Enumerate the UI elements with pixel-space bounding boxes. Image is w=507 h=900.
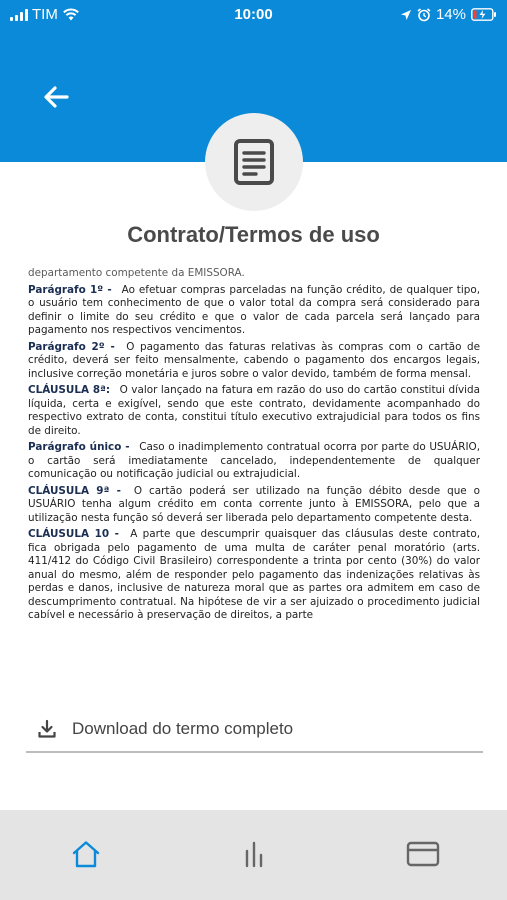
battery-charging-icon xyxy=(471,8,497,21)
home-icon xyxy=(71,840,101,868)
terms-heading: Parágrafo 2º - xyxy=(28,340,115,353)
terms-heading: Parágrafo 1º - xyxy=(28,283,112,296)
terms-body: O cartão poderá ser utilizado na função débito desde que o USUÁRIO tenha algum crédito em conta corrente junto à EMISSORA, pelo que a utilização nesta função só deverá ser liberada pelo departamento competente desta. xyxy=(28,484,480,524)
status-time: 10:00 xyxy=(234,6,273,23)
terms-heading: CLÁUSULA 9ª - xyxy=(28,484,121,497)
carrier-label: TIM xyxy=(32,6,58,23)
download-label: Download do termo completo xyxy=(72,719,294,738)
terms-paragraph xyxy=(28,441,480,482)
terms-text-area[interactable] xyxy=(28,267,481,677)
terms-partial-line: departamento competente da EMISSORA. xyxy=(28,267,245,279)
terms-paragraph xyxy=(28,528,480,623)
document-icon xyxy=(233,138,275,186)
terms-paragraph xyxy=(28,284,480,338)
credit-card-icon xyxy=(406,841,440,867)
battery-percent: 14% xyxy=(435,6,466,23)
tab-statistics[interactable] xyxy=(229,834,279,874)
terms-body: Ao efetuar compras parceladas na função crédito, de qualquer tipo, o usuário tem conhecimento de que o valor total da compra será considerado para definir o limite do seu crédito e que o valor de cada parcela será lançado para pagamento nos respectivos vencimentos. xyxy=(28,283,481,336)
terms-heading: CLÁUSULA 8ª: xyxy=(28,384,111,396)
terms-heading: CLÁUSULA 10 - xyxy=(28,528,119,540)
terms-paragraph xyxy=(28,485,480,526)
terms-paragraph xyxy=(28,384,480,438)
terms-body: O valor lançado na fatura em razão do uso do cartão constitui dívida líquida, certa e exigível, sendo que este contrato, devidamente acompanhado do respectivo extrato de conta, constitui título executivo extrajudicial para todos os fins de direito. xyxy=(28,384,480,437)
terms-body: O pagamento das faturas relativas às compras com o cartão de crédito, deverá ser feito mensalmente, cabendo o pagamento dos encargos legais, inclusive correção monetária e juros sobre o valor devido, também de forma mensal. xyxy=(28,340,480,380)
page-title: Contrato/Termos de uso xyxy=(127,222,380,247)
tab-home[interactable] xyxy=(61,834,111,874)
terms-body: Caso o inadimplemento contratual ocorra por parte do USUÁRIO, o cartão será imediatamente cancelado, independentemente de qualquer comunicação ou notificação judicial ou extrajudicial. xyxy=(28,441,481,480)
terms-paragraph xyxy=(28,341,480,382)
download-icon xyxy=(32,714,62,744)
alarm-icon xyxy=(417,8,431,22)
terms-content xyxy=(28,267,480,623)
terms-body: A parte que descumprir quaisquer das cláusulas deste contrato, fica obrigada pelo pagamento de uma multa de caráter penal moratório (arts. 411/412 do Código Civil Brasileiro) correspondente a trinta por cento (30%) do valor anual do mesmo, além de responder pelo pagamento das indenizações relativas às perdas e danos, inclusive de natureza moral que as partes ora admitem em caso de descumprimento contratual. Na hipótese de vir a ser ajuizado o procedimento judicial cabível e necessário à preservação de direitos, a parte xyxy=(28,528,481,621)
back-button[interactable] xyxy=(36,80,76,114)
terms-heading: Parágrafo único - xyxy=(28,441,130,453)
tab-card[interactable] xyxy=(398,834,448,874)
arrow-left-icon xyxy=(43,86,69,108)
status-right xyxy=(400,6,497,23)
document-badge xyxy=(205,113,303,211)
bottom-tab-bar xyxy=(0,810,507,900)
download-full-terms-button[interactable] xyxy=(26,707,483,753)
bar-chart-icon xyxy=(242,841,266,867)
location-icon xyxy=(400,9,412,21)
status-bar xyxy=(0,0,507,30)
